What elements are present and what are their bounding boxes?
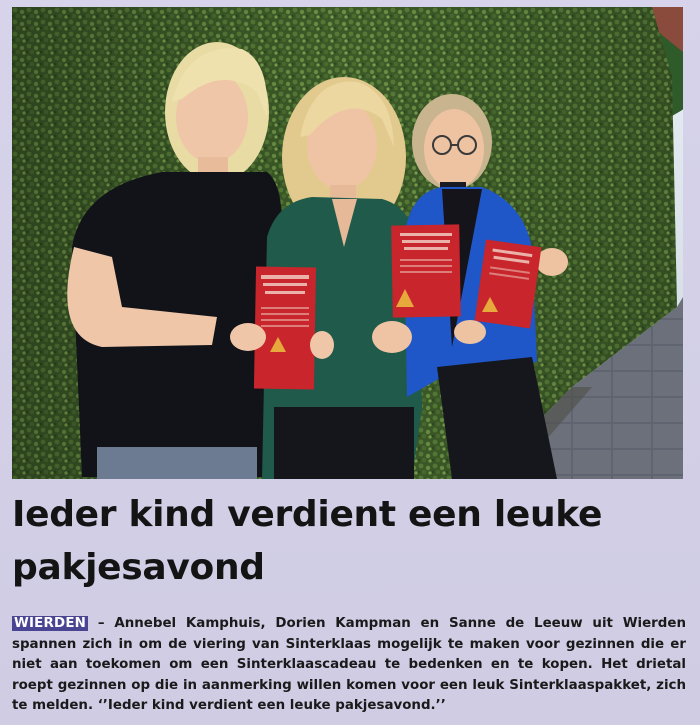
dateline-separator: – [88, 616, 115, 631]
flyer-right [475, 240, 542, 329]
dateline: WIERDEN [14, 616, 87, 631]
article-headline: Ieder kind verdient een leuke pakjesavond [12, 494, 603, 588]
article-photo [12, 7, 683, 479]
article-body [12, 614, 686, 717]
article-body-text: Annebel Kamphuis, Dorien Kampman en Sanne de Leeuw uit Wierden spannen zich in om de viering van Sinterklaas mogelijk te maken voor gezinnen die er niet aan toekomen om een Sinterklaascadeau te bedenken en te kopen. Het drietal roept gezinnen op die in aanmerking willen komen voor een leuk Sinterklaaspakket, zich te melden. ‘’Ieder kind verdient een leuke pakjesavond.’’ [12, 616, 686, 714]
flyer-left [254, 266, 316, 389]
flyer-middle [391, 224, 461, 317]
